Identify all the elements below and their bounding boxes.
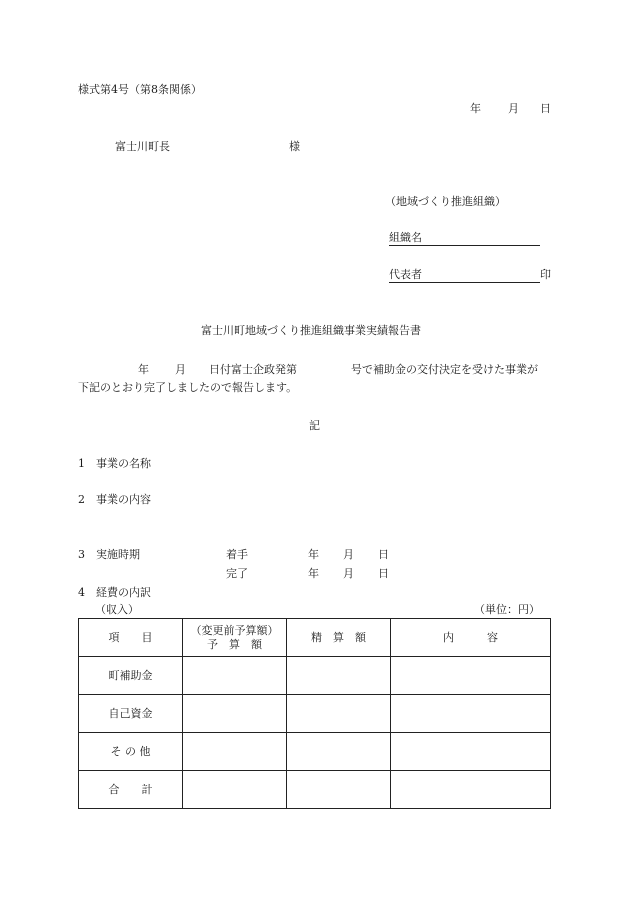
body-day-ref: 日付富士企政発第 [209, 363, 297, 376]
cell-budget [183, 733, 287, 771]
end-label: 完了 [226, 567, 248, 580]
table-row [79, 695, 551, 733]
end-month: 月 [343, 567, 354, 580]
ki-marker: 記 [309, 419, 320, 432]
item-1: 1 事業の名称 [78, 457, 151, 470]
cell-content [391, 657, 551, 695]
item-3: 3 実施時期 [78, 548, 140, 561]
addressee-name: 富士川町長 [115, 140, 170, 153]
end-year: 年 [308, 567, 319, 580]
start-label: 着手 [226, 548, 248, 561]
header-settled: 精 算 額 [287, 619, 391, 657]
cell-settled [287, 657, 391, 695]
date-day: 日 [540, 102, 551, 115]
cell-settled [287, 733, 391, 771]
representative-field [389, 266, 540, 283]
seal-mark: 印 [540, 268, 551, 281]
organization-name-label: 組織名 [389, 231, 422, 244]
table-header-row [79, 619, 551, 657]
cell-settled [287, 695, 391, 733]
cell-content [391, 695, 551, 733]
representative-label: 代表者 [389, 268, 422, 281]
header-budget-before [183, 619, 287, 657]
organization-name-field [389, 229, 540, 246]
body-month: 月 [175, 363, 186, 376]
table-row [79, 733, 551, 771]
body-continuation: 号で補助金の交付決定を受けた事業が [351, 363, 538, 376]
addressee-honorific: 様 [289, 140, 300, 153]
body-line-2: 下記のとおり完了しましたので報告します。 [78, 381, 298, 394]
cell-budget [183, 771, 287, 809]
cell-budget [183, 657, 287, 695]
row-label-subsidy: 町補助金 [79, 657, 183, 695]
header-content: 内 容 [391, 619, 551, 657]
report-title: 富士川町地域づくり推進組織事業実績報告書 [201, 324, 421, 337]
header-budget-before-line1: （変更前予算額） [190, 623, 279, 637]
table-row [79, 771, 551, 809]
cell-content [391, 733, 551, 771]
start-year: 年 [308, 548, 319, 561]
cell-settled [287, 771, 391, 809]
date-year: 年 [470, 102, 481, 115]
end-day: 日 [378, 567, 389, 580]
header-item: 項 目 [79, 619, 183, 657]
table-caption-unit: （単位：円） [474, 603, 540, 616]
row-label-other: そ の 他 [79, 733, 183, 771]
item-2: 2 事業の内容 [78, 493, 151, 506]
header-budget-before-line2: 予 算 額 [207, 637, 262, 651]
cell-budget [183, 695, 287, 733]
form-number: 様式第4号（第8条関係） [78, 83, 202, 96]
row-label-total: 合 計 [79, 771, 183, 809]
item-4: 4 経費の内訳 [78, 586, 151, 599]
income-table [78, 618, 551, 809]
start-month: 月 [343, 548, 354, 561]
organization-heading: （地域づくり推進組織） [385, 195, 506, 208]
body-year: 年 [138, 363, 149, 376]
cell-content [391, 771, 551, 809]
start-day: 日 [378, 548, 389, 561]
date-month: 月 [508, 102, 519, 115]
table-row [79, 657, 551, 695]
table-caption-income: （収入） [95, 603, 139, 616]
row-label-own-funds: 自己資金 [79, 695, 183, 733]
